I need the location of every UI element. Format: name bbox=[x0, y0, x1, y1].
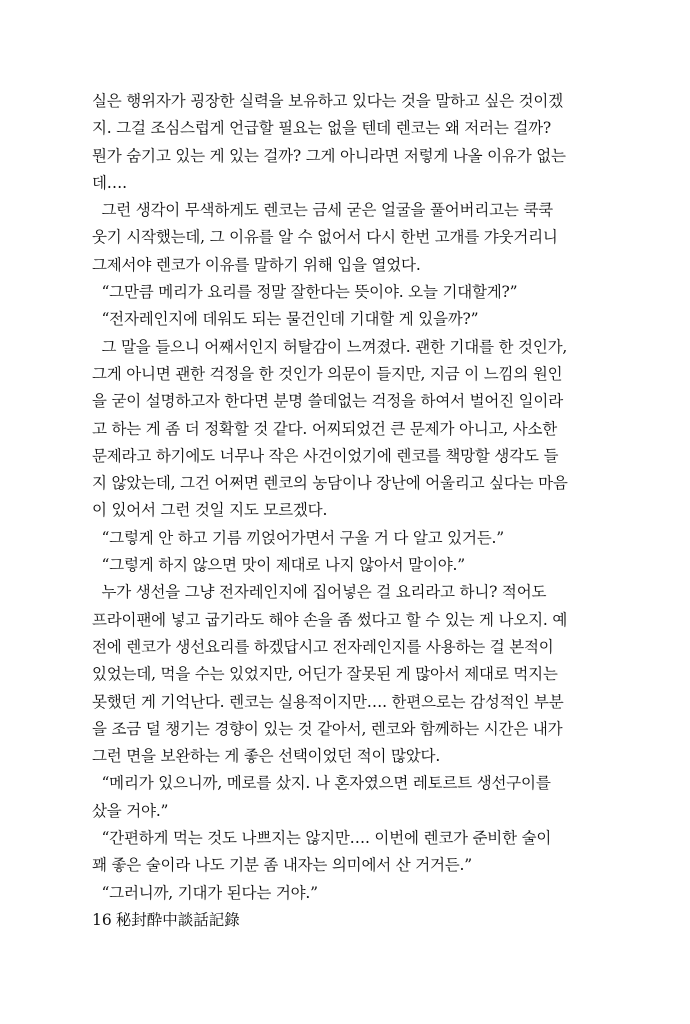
text-line: “간편하게 먹는 것도 나쁘지는 않지만…. 이번에 렌코가 준비한 술이 bbox=[92, 829, 552, 848]
text-line: 샀을 거야.” bbox=[92, 801, 169, 820]
text-line: 그제서야 렌코가 이유를 말하기 위해 입을 열었다. bbox=[92, 255, 421, 274]
text-line: 그런 생각이 무색하게도 렌코는 금세 굳은 얼굴을 풀어버리고는 쿡쿡 bbox=[92, 201, 553, 220]
text-line: “메리가 있으니까, 메로를 샀지. 나 혼자였으면 레토르트 생선구이를 bbox=[92, 774, 551, 793]
text-line: “그만큼 메리가 요리를 정말 잘한다는 뜻이야. 오늘 기대할게?” bbox=[92, 283, 518, 302]
book-title: 秘封酔中談話記錄 bbox=[115, 911, 240, 929]
text-line: 그게 아니면 괜한 걱정을 한 것인가 의문이 들지만, 지금 이 느낌의 원인 bbox=[92, 364, 563, 383]
text-line: 누가 생선을 그냥 전자레인지에 집어넣은 걸 요리라고 하니? 적어도 bbox=[92, 583, 547, 602]
text-line: “그렇게 하지 않으면 맛이 제대로 나지 않아서 말이야.” bbox=[92, 556, 465, 575]
text-line: 있었는데, 먹을 수는 있었지만, 어딘가 잘못된 게 많아서 제대로 먹지는 bbox=[92, 665, 558, 684]
text-line: 데…. bbox=[92, 173, 127, 192]
text-line: “그러니까, 기대가 된다는 거야.” bbox=[92, 883, 318, 902]
text-line: 지 않았는데, 그건 어쩌면 렌코의 농담이나 장난에 어울리고 싶다는 마음 bbox=[92, 474, 568, 493]
text-line: 실은 행위자가 굉장한 실력을 보유하고 있다는 것을 말하고 싶은 것이겠 bbox=[92, 92, 563, 110]
text-line: 프라이팬에 넣고 굽기라도 해야 손을 좀 썼다고 할 수 있는 게 나오지. 예 bbox=[92, 610, 568, 629]
text-line: 뭔가 숨기고 있는 게 있는 걸까? 그게 아니라면 저렇게 나올 이유가 없는 bbox=[92, 146, 566, 165]
text-line: 그 말을 들으니 어째서인지 허탈감이 느껴졌다. 괜한 기대를 한 것인가, bbox=[92, 337, 568, 356]
text-line: 을 조금 덜 챙기는 경향이 있는 것 같아서, 렌코와 함께하는 시간은 내가 bbox=[92, 719, 563, 738]
text-line: 전에 렌코가 생선요리를 하겠답시고 전자레인지를 사용하는 걸 본적이 bbox=[92, 637, 554, 656]
text-line: 못했던 게 기억난다. 렌코는 실용적이지만…. 한편으로는 감성적인 부분 bbox=[92, 692, 564, 711]
page-number: 16 bbox=[92, 911, 112, 929]
text-line: “전자레인지에 데워도 되는 물건인데 기대할 게 있을까?” bbox=[92, 310, 479, 329]
text-line: 그런 면을 보완하는 게 좋은 선택이었던 적이 많았다. bbox=[92, 747, 441, 766]
text-line: 문제라고 하기에도 너무나 작은 사건이었기에 렌코를 책망할 생각도 들 bbox=[92, 446, 559, 465]
text-line: 지. 그걸 조심스럽게 언급할 필요는 없을 텐데 렌코는 왜 저러는 걸까? bbox=[92, 119, 551, 138]
text-line: 꽤 좋은 술이라 나도 기분 좀 내자는 의미에서 산 거거든.” bbox=[92, 856, 473, 875]
page-footer bbox=[92, 910, 240, 930]
text-line: 웃기 시작했는데, 그 이유를 알 수 없어서 다시 한번 고개를 갸웃거리니 bbox=[92, 228, 558, 247]
text-line: 고 하는 게 좀 더 정확할 것 같다. 어찌되었건 큰 문제가 아니고, 사소한 bbox=[92, 419, 558, 438]
text-line: “그렇게 안 하고 기름 끼얹어가면서 구울 거 다 알고 있거든.” bbox=[92, 528, 504, 547]
text-line: 이 있어서 그런 것일 지도 모르겠다. bbox=[92, 501, 328, 520]
text-line: 을 굳이 설명하고자 한다면 분명 쓸데없는 걱정을 하여서 벌어진 일이라 bbox=[92, 392, 563, 411]
body-text bbox=[92, 88, 592, 907]
